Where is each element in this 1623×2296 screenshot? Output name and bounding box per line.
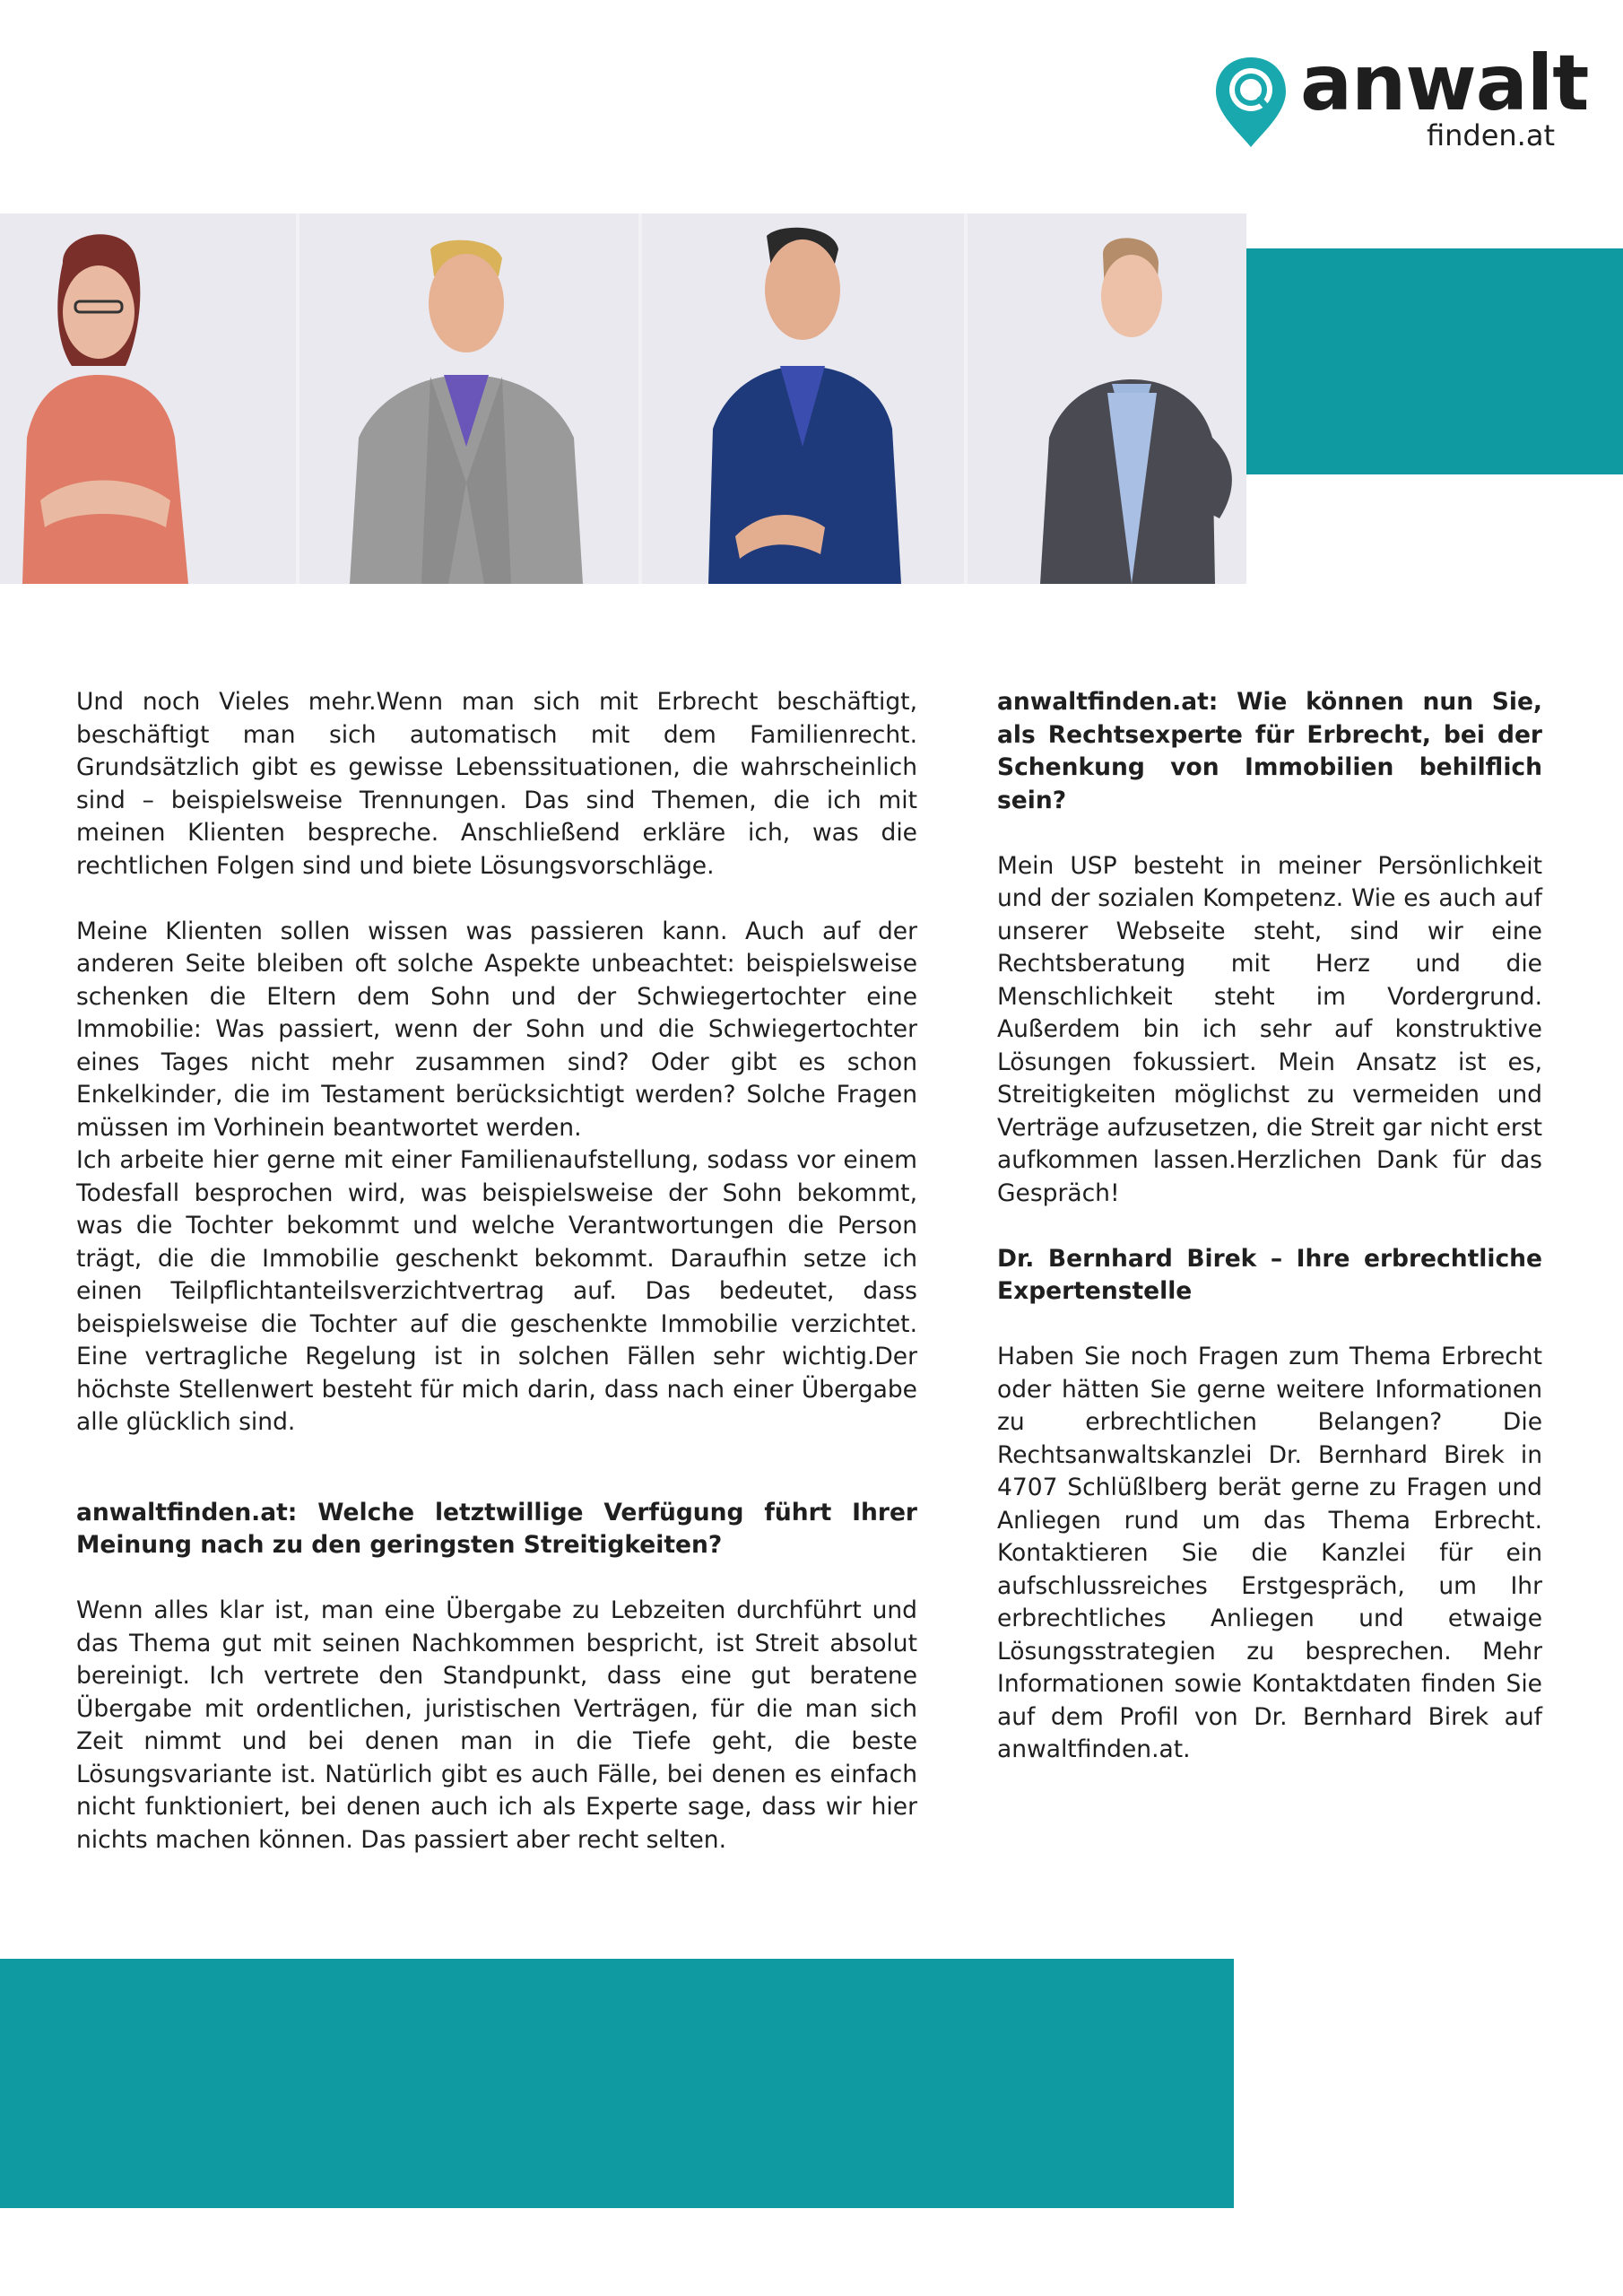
team-photo xyxy=(0,213,1246,584)
teal-accent-block-bottom xyxy=(0,1959,1234,2208)
map-pin-search-icon xyxy=(1212,54,1289,151)
paragraph: Ich arbeite hier gerne mit einer Familienaufstellung, sodass vor einem Todesfall besprochen wird, was beispielsweise der Sohn bekommt, was die Tochter bekommt und welche Verantwortungen die Person trägt, die die Immobilie geschenkt bekommt. Daraufhin setze ich einen Teilpflichtanteilsverzichtvertrag auf. Das bedeutet, dass beispielsweise die Tochter auf die geschenkte Immobilie verzichtet. Eine vertragliche Regelung ist in solchen Fällen sehr wichtig.Der höchste Stellenwert besteht für mich darin, dass nach einer Übergabe alle glücklich sind. xyxy=(76,1146,917,1436)
paragraph: Mein USP besteht in meiner Persönlichkeit und der sozialen Kompetenz. Wie es auch auf unserer Webseite steht, sind wir eine Rechtsberatung mit Herz und die Menschlichkeit steht im Vordergrund. Außerdem bin ich sehr auf konstruktive Lösungen fokussiert. Mein Ansatz ist es, Streitigkeiten möglichst zu vermeiden und Verträge aufzusetzen, die Streit gar nicht erst aufkommen lassen.Herzlichen Dank für das Gespräch! xyxy=(997,851,1542,1207)
interview-question: anwaltfinden.at: Welche letztwillige Verfügung führt Ihrer Meinung nach zu den geringsten Streitigkeiten? xyxy=(76,1498,917,1559)
brand-logo[interactable] xyxy=(1212,39,1589,154)
teal-accent-block-top xyxy=(1246,248,1623,474)
section-heading: Dr. Bernhard Birek – Ihre erbrechtliche Expertenstelle xyxy=(997,1244,1542,1305)
logo-domain: finden.at xyxy=(1426,118,1555,152)
paragraph: Und noch Vieles mehr.Wenn man sich mit Erbrecht beschäftigt, beschäftigt man sich automatisch mit dem Familienrecht. Grundsätzlich gibt es gewisse Lebenssituationen, die wahrscheinlich sind – beispielsweise Trennungen. Das sind Themen, die ich mit meinen Klienten bespreche. Anschließend erkläre ich, was die rechtlichen Folgen sind und biete Lösungsvorschläge. xyxy=(76,688,917,880)
paragraph: Meine Klienten sollen wissen was passieren kann. Auch auf der anderen Seite bleiben oft solche Aspekte unbeachtet: beispielsweise schenken die Eltern dem Sohn und der Schwiegertochter eine Immobilie: Was passiert, wenn der Sohn und die Schwiegertochter eines Tages nicht mehr zusammen sind? Oder gibt es schon Enkelkinder, die im Testament berücksichtigt werden? Solche Fragen müssen im Vorhinein beantwortet werden. xyxy=(76,917,917,1142)
paragraph: Wenn alles klar ist, man eine Übergabe zu Lebzeiten durchführt und das Thema gut mit seinen Nachkommen bespricht, ist Streit absolut bereinigt. Ich vertrete den Standpunkt, dass eine gut beratene Übergabe mit ordentlichen, juristischen Verträgen, für die man sich Zeit nimmt und bei denen man in die Tiefe geht, die beste Lösungsvariante ist. Natürlich gibt es auch Fälle, bei denen es einfach nicht funktioniert, bei denen auch ich als Experte sage, dass wir hier nichts machen können. Das passiert aber recht selten. xyxy=(76,1596,917,1854)
left-column xyxy=(76,686,917,1857)
interview-question: anwaltfinden.at: Wie können nun Sie, als Rechtsexperte für Erbrecht, bei der Schenkung von Immobilien behilflich sein? xyxy=(997,688,1542,814)
logo-wordmark: anwalt xyxy=(1300,39,1589,128)
right-column xyxy=(997,686,1542,1767)
paragraph: Haben Sie noch Fragen zum Thema Erbrecht oder hätten Sie gerne weitere Informationen zu erbrechtlichen Belangen? Die Rechtsanwaltskanzlei Dr. Bernhard Birek in 4707 Schlüßlberg berät gerne zu Fragen und Anliegen rund um das Thema Erbrecht. Kontaktieren Sie die Kanzlei für ein aufschlussreiches Erstgespräch, um Ihr erbrechtliches Anliegen und etwaige Lösungsstrategien zu besprechen. Mehr Informationen sowie Kontaktdaten finden Sie auf dem Profil von Dr. Bernhard Birek auf anwaltfinden.at. xyxy=(997,1343,1542,1763)
